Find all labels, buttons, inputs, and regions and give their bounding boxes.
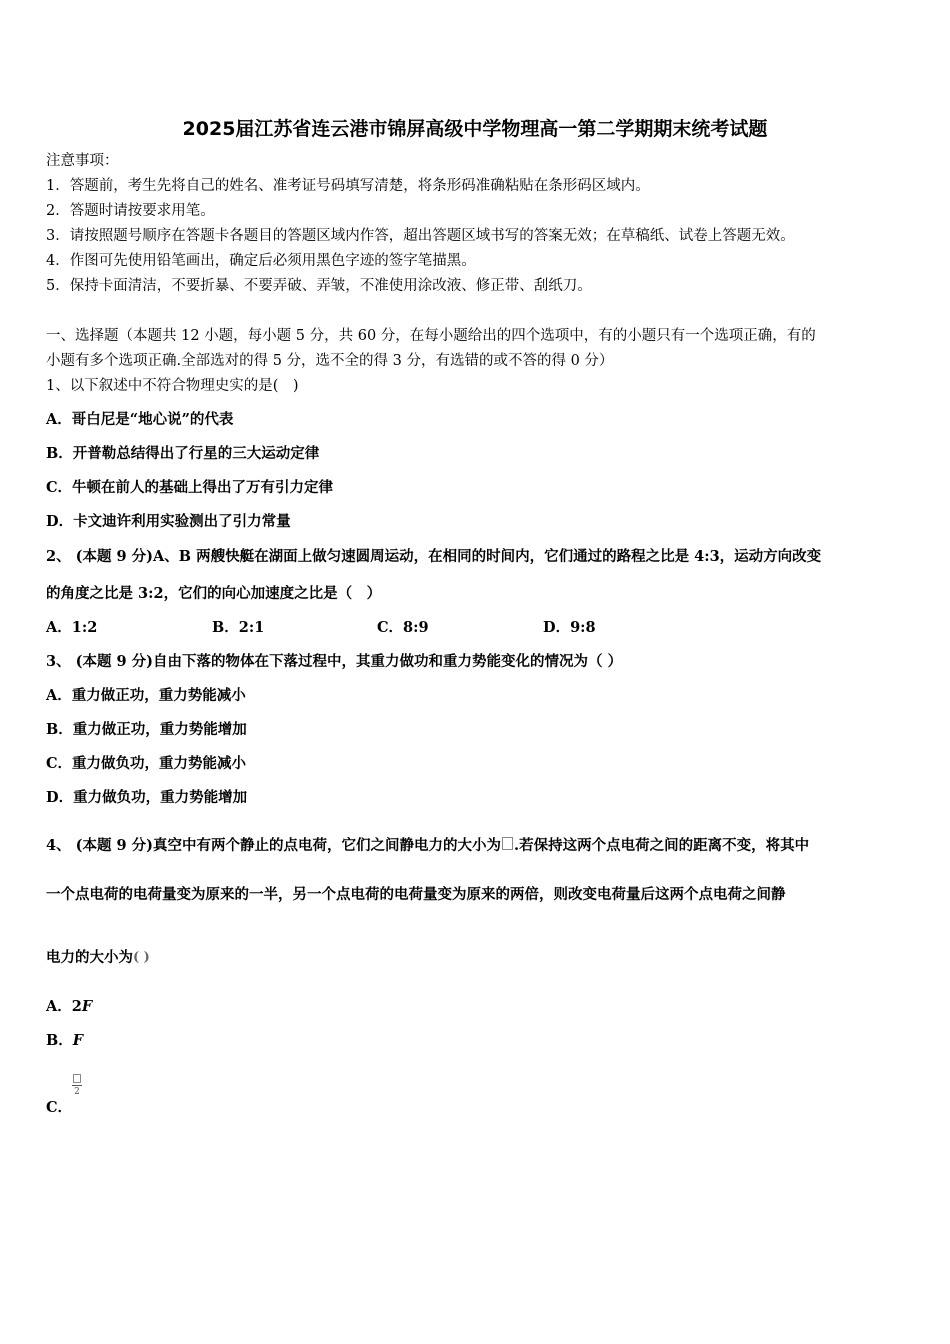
question-2-stem: 2、 (本题 9 分)A、B 两艘快艇在湖面上做匀速圆周运动，在相同的时间内，它们通过的路程之比是 4:3，运动方向改变: [46, 548, 822, 565]
q4-option-a-label: A．2: [46, 998, 82, 1015]
q4-stem-part: 电力的大小为: [46, 949, 133, 966]
section-heading: 一、选择题（本题共 12 小题，每小题 5 分，共 60 分，在每小题给出的四个选项中，有的小题只有一个选项正确，有的: [46, 328, 816, 344]
q1-option-a: A．哥白尼是“地心说”的代表: [46, 411, 234, 428]
notice-heading: 注意事项：: [46, 153, 119, 169]
section-heading-cont: 小题有多个选项正确.全部选对的得 5 分，选不全的得 3 分，有选错的或不答的得 0 分）: [46, 353, 614, 369]
notice-item: 1．答题前，考生先将自己的姓名、准考证号码填写清楚，将条形码准确粘贴在条形码区域内。: [46, 178, 650, 194]
q1-option-c: C．牛顿在前人的基础上得出了万有引力定律: [46, 479, 334, 496]
question-4-stem-end: [46, 949, 150, 967]
fraction-denominator: 2: [74, 1087, 80, 1097]
notice-item: 3．请按照题号顺序在答题卡各题目的答题区域内作答，超出答题区域书写的答案无效；在草稿纸、试卷上答题无效。: [46, 228, 795, 244]
q2-option-a: A．1:2: [46, 619, 98, 636]
q4-stem-part: 4、 (本题 9 分)真空中有两个静止的点电荷，它们之间静电力的大小为: [46, 837, 502, 854]
q4-option-c: C．: [46, 1099, 73, 1116]
q2-option-d: D．9:8: [543, 619, 596, 636]
formula-placeholder-icon: [73, 1074, 81, 1083]
question-2-stem-cont: 的角度之比是 3:2，它们的向心加速度之比是（ ）: [46, 585, 382, 602]
q3-option-c: C．重力做负功，重力势能减小: [46, 755, 247, 772]
question-3-stem: 3、 (本题 9 分)自由下落的物体在下落过程中，其重力做功和重力势能变化的情况为（ ）: [46, 653, 623, 670]
formula-placeholder-icon: [502, 837, 513, 850]
q1-option-b: B．开普勒总结得出了行星的三大运动定律: [46, 445, 320, 462]
fraction-formula: [72, 1074, 82, 1097]
question-4-stem: [46, 837, 809, 855]
answer-paren: ( ): [133, 950, 150, 965]
q2-option-b: B．2:1: [212, 619, 265, 636]
question-1-stem: 1、以下叙述中不符合物理史实的是( ): [46, 378, 299, 394]
fraction-bar: [72, 1085, 82, 1086]
notice-item: 5．保持卡面清洁，不要折暴、不要弄破、弄皱，不准使用涂改液、修正带、刮纸刀。: [46, 278, 592, 294]
q4-stem-part: .若保持这两个点电荷之间的距离不变，将其中: [514, 837, 810, 854]
variable-f: F: [81, 998, 93, 1015]
page-title: 2025届江苏省连云港市锦屏高级中学物理高一第二学期期末统考试题: [182, 118, 768, 140]
notice-item: 2．答题时请按要求用笔。: [46, 203, 215, 219]
variable-f: F: [72, 1032, 84, 1049]
q3-option-b: B．重力做正功，重力势能增加: [46, 721, 247, 738]
q4-option-a: [46, 998, 92, 1016]
q4-option-b-label: B．: [46, 1032, 73, 1049]
q2-option-c: C．8:9: [377, 619, 429, 636]
q3-option-a: A．重力做正功，重力势能减小: [46, 687, 246, 704]
question-4-stem-cont: 一个点电荷的电荷量变为原来的一半，另一个点电荷的电荷量变为原来的两倍，则改变电荷量后这两个点电荷之间静: [46, 886, 786, 903]
q4-option-b: [46, 1032, 83, 1050]
q1-option-d: D．卡文迪许利用实验测出了引力常量: [46, 513, 291, 530]
q3-option-d: D．重力做负功，重力势能增加: [46, 789, 248, 806]
notice-item: 4．作图可先使用铅笔画出，确定后必须用黑色字迹的签字笔描黑。: [46, 253, 476, 269]
